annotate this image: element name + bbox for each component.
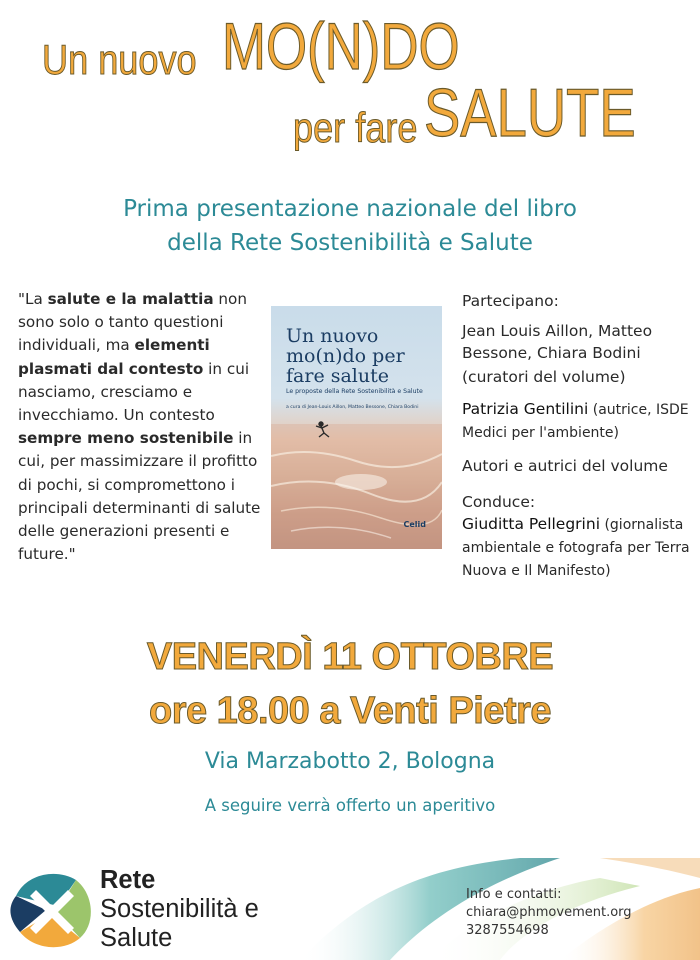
quote-bold-3: sempre meno sostenibile <box>18 429 234 448</box>
subtitle-line2: della Rete Sostenibilità e Salute <box>167 230 533 256</box>
logo-line3: Salute <box>100 924 173 952</box>
book-cover <box>271 306 442 549</box>
book-publisher: Celid <box>403 520 426 529</box>
event-address: Via Marzabotto 2, Bologna <box>204 749 496 774</box>
rete-logo-text <box>100 866 259 953</box>
contacts-phone: 3287554698 <box>466 923 549 938</box>
logo-line2: Sostenibilità e <box>100 895 259 923</box>
quote-text: "La salute e la malattia non sono solo o tanto questioni individuali, ma elementi plasmati dal contesto in cui nasciamo, cresciamo e invecchiamo. Un contesto sempre meno sostenibile in cui, per massimizzare il profitto di pochi, si compromettono i principali determinanti di salute delle generazioni presenti e future." <box>18 290 261 564</box>
rete-logo-icon <box>6 866 98 950</box>
contacts-label: Info e contatti: <box>466 887 562 902</box>
gentilini-name: Patrizia Gentilini <box>462 400 589 418</box>
title-salute: SALUTE <box>424 75 636 151</box>
participants-heading: Partecipano: <box>462 292 559 310</box>
event-date: VENERDÌ 11 OTTOBRE <box>146 636 554 678</box>
event-time-place: ore 18.00 a Venti Pietre <box>148 690 551 732</box>
event-note: A seguire verrà offerto un aperitivo <box>204 796 496 815</box>
quote-bold-1: salute e la malattia <box>47 290 214 308</box>
curators-names: Jean Louis Aillon, Matteo Bessone, Chiara Bodini <box>462 322 653 362</box>
gentilini-entry <box>462 398 694 444</box>
authors-line: Autori e autrici del volume <box>462 457 668 475</box>
conduce-label: Conduce: <box>462 493 536 511</box>
title-un-nuovo: Un nuovo <box>42 36 197 83</box>
book-authors: a cura di Jean-Louis Aillon, Matteo Bessone, Chiara Bodini <box>286 405 419 410</box>
pellegrini-role: (giornalista ambientale e fotografa per Terra Nuova e Il Manifesto) <box>462 517 690 579</box>
book-subtitle: Le proposte della Rete Sostenibilità e Salute <box>286 388 423 395</box>
book-title: Un nuovo mo(n)do per fare salute <box>286 325 405 387</box>
quote-bold-2: elementi plasmati dal contesto <box>18 336 210 378</box>
pellegrini-name: Giuditta Pellegrini <box>462 515 600 533</box>
gentilini-role: (autrice, ISDE Medici per l'ambiente) <box>462 402 689 441</box>
contacts-email[interactable]: chiara@phmovement.org <box>466 905 632 920</box>
pellegrini-entry <box>462 513 694 582</box>
title-per-fare: per fare <box>293 104 418 151</box>
contacts-block <box>466 886 632 940</box>
subtitle-line1: Prima presentazione nazionale del libro <box>123 196 577 222</box>
curators-role: (curatori del volume) <box>462 368 626 386</box>
title-mondo: MO(N)DO <box>222 9 460 83</box>
logo-line1: Rete <box>100 866 156 894</box>
